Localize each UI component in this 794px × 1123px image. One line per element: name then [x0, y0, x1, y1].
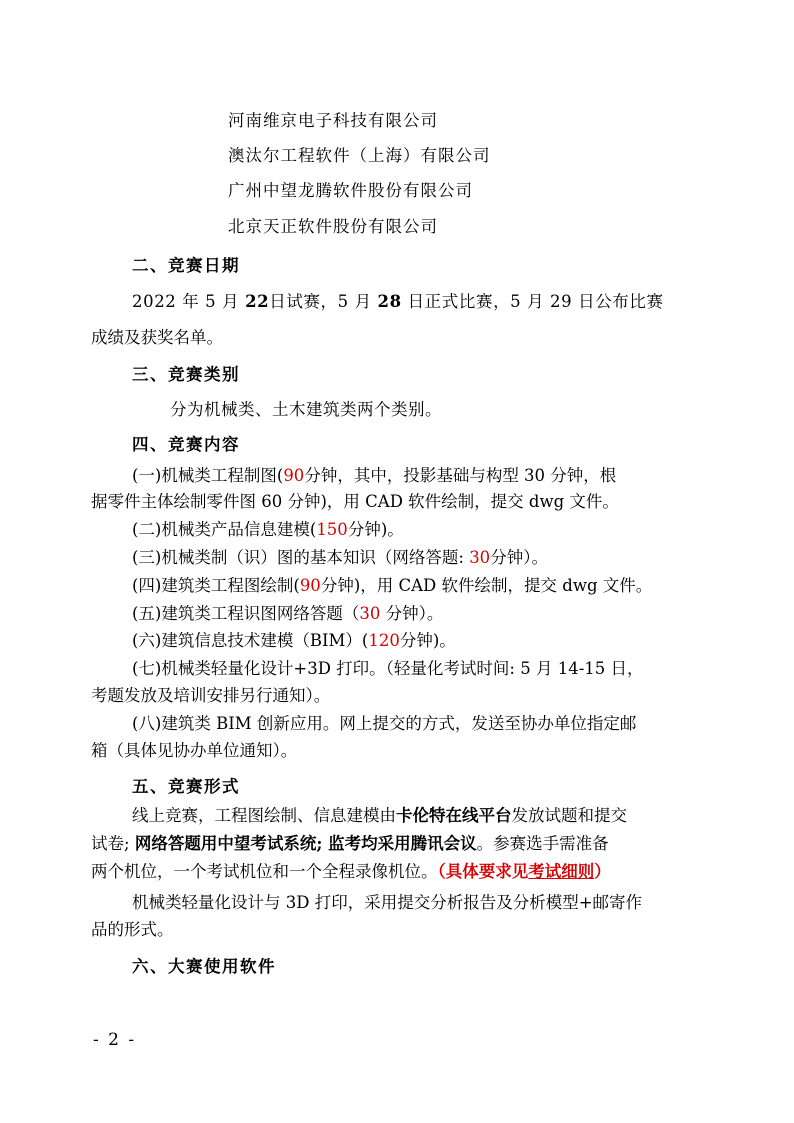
- text-run: 2022 年 5 月: [132, 292, 246, 311]
- text-run: 分钟，其中，投影基础与构型 30 分钟，根: [304, 466, 617, 485]
- text-run: (三)机械类制（识）图的基本知识（网络答题:: [132, 548, 470, 567]
- exam-systems: 网络答题用中望考试系统; 监考均采用腾讯会议: [134, 834, 477, 853]
- content-item-8: (八)建筑类 BIM 创新应用。网上提交的方式，发送至协办单位指定邮: [132, 714, 637, 733]
- date-paragraph-cont: 成绩及获奖名单。: [91, 328, 223, 347]
- duration-value: 90: [299, 576, 321, 595]
- content-item-1-cont: 据零件主体绘制零件图 60 分钟)，用 CAD 软件绘制，提交 dwg 文件。: [91, 492, 619, 511]
- text-run: 分钟）。: [380, 604, 444, 623]
- text-run: (四)建筑类工程图绘制(: [132, 576, 300, 595]
- content-item-7-cont: 考题发放及培训安排另行通知）。: [91, 686, 331, 705]
- text-run: 分钟)。: [347, 520, 404, 539]
- trial-day: 22: [245, 292, 270, 311]
- duration-value: 120: [368, 631, 400, 650]
- text-run: 。参赛选手需准备: [476, 834, 609, 853]
- company-item: 河南维京电子科技有限公司: [228, 111, 438, 130]
- text-run: 日试赛，5 月: [269, 292, 378, 311]
- text-run: (二)机械类产品信息建模(: [132, 520, 317, 539]
- date-paragraph: [132, 292, 664, 312]
- content-item-7: (七)机械类轻量化设计+3D 打印。（轻量化考试时间: 5 月 14-15 日，: [132, 659, 644, 678]
- text-run: 线上竞赛，工程图绘制、信息建模由: [132, 806, 396, 825]
- content-item-4: [132, 576, 652, 596]
- format-line-5: 品的形式。: [91, 920, 174, 939]
- format-line-4: 机械类轻量化设计与 3D 打印，采用提交分析报告及分析模型+邮寄作: [132, 893, 643, 912]
- content-item-5: [132, 604, 443, 624]
- final-day: 28: [377, 292, 402, 311]
- format-line-2: [91, 834, 609, 854]
- company-item: 广州中望龙腾软件股份有限公司: [228, 181, 473, 200]
- exam-rules-link[interactable]: 考试细则: [528, 862, 595, 881]
- requirements-note: （具体要求见: [437, 862, 529, 881]
- format-line-1: [132, 806, 627, 826]
- page-number: - 2 -: [93, 1030, 137, 1050]
- content-item-3: [132, 548, 548, 568]
- duration-value: 90: [283, 466, 305, 485]
- duration-value: 30: [359, 604, 381, 623]
- section-heading-software: 六、大赛使用软件: [132, 957, 276, 976]
- content-item-2: [132, 520, 404, 540]
- text-run: (一)机械类工程制图(: [132, 466, 284, 485]
- platform-name: 卡伦特在线平台: [396, 806, 512, 825]
- text-run: 发放试题和提交: [511, 806, 627, 825]
- section-heading-format: 五、竞赛形式: [132, 777, 240, 796]
- category-paragraph: 分为机械类、土木建筑类两个类别。: [170, 400, 442, 419]
- content-item-6: [132, 631, 456, 651]
- text-run: (五)建筑类工程识图网络答题（: [132, 604, 360, 623]
- duration-value: 30: [469, 548, 491, 567]
- company-item: 澳汰尔工程软件（上海）有限公司: [228, 146, 491, 165]
- text-run: 试卷;: [91, 834, 135, 853]
- section-heading-category: 三、竞赛类别: [132, 365, 240, 384]
- section-heading-content: 四、竞赛内容: [132, 435, 240, 454]
- requirements-note-end: ）: [594, 862, 611, 881]
- content-item-8-cont: 箱（具体见协办单位通知）。: [91, 741, 298, 760]
- duration-value: 150: [316, 520, 348, 539]
- text-run: 分钟)，用 CAD 软件绘制，提交 dwg 文件。: [320, 576, 653, 595]
- text-run: 日正式比赛，5 月 29 日公布比赛: [401, 292, 664, 311]
- text-run: (六)建筑信息技术建模（BIM）(: [132, 631, 369, 650]
- format-line-3: [91, 862, 611, 882]
- text-run: 两个机位，一个考试机位和一个全程录像机位。: [91, 862, 438, 881]
- company-item: 北京天正软件股份有限公司: [228, 217, 438, 236]
- section-heading-date: 二、竞赛日期: [132, 256, 240, 275]
- text-run: 分钟)。: [399, 631, 456, 650]
- text-run: 分钟）。: [490, 548, 548, 567]
- content-item-1: [132, 466, 616, 486]
